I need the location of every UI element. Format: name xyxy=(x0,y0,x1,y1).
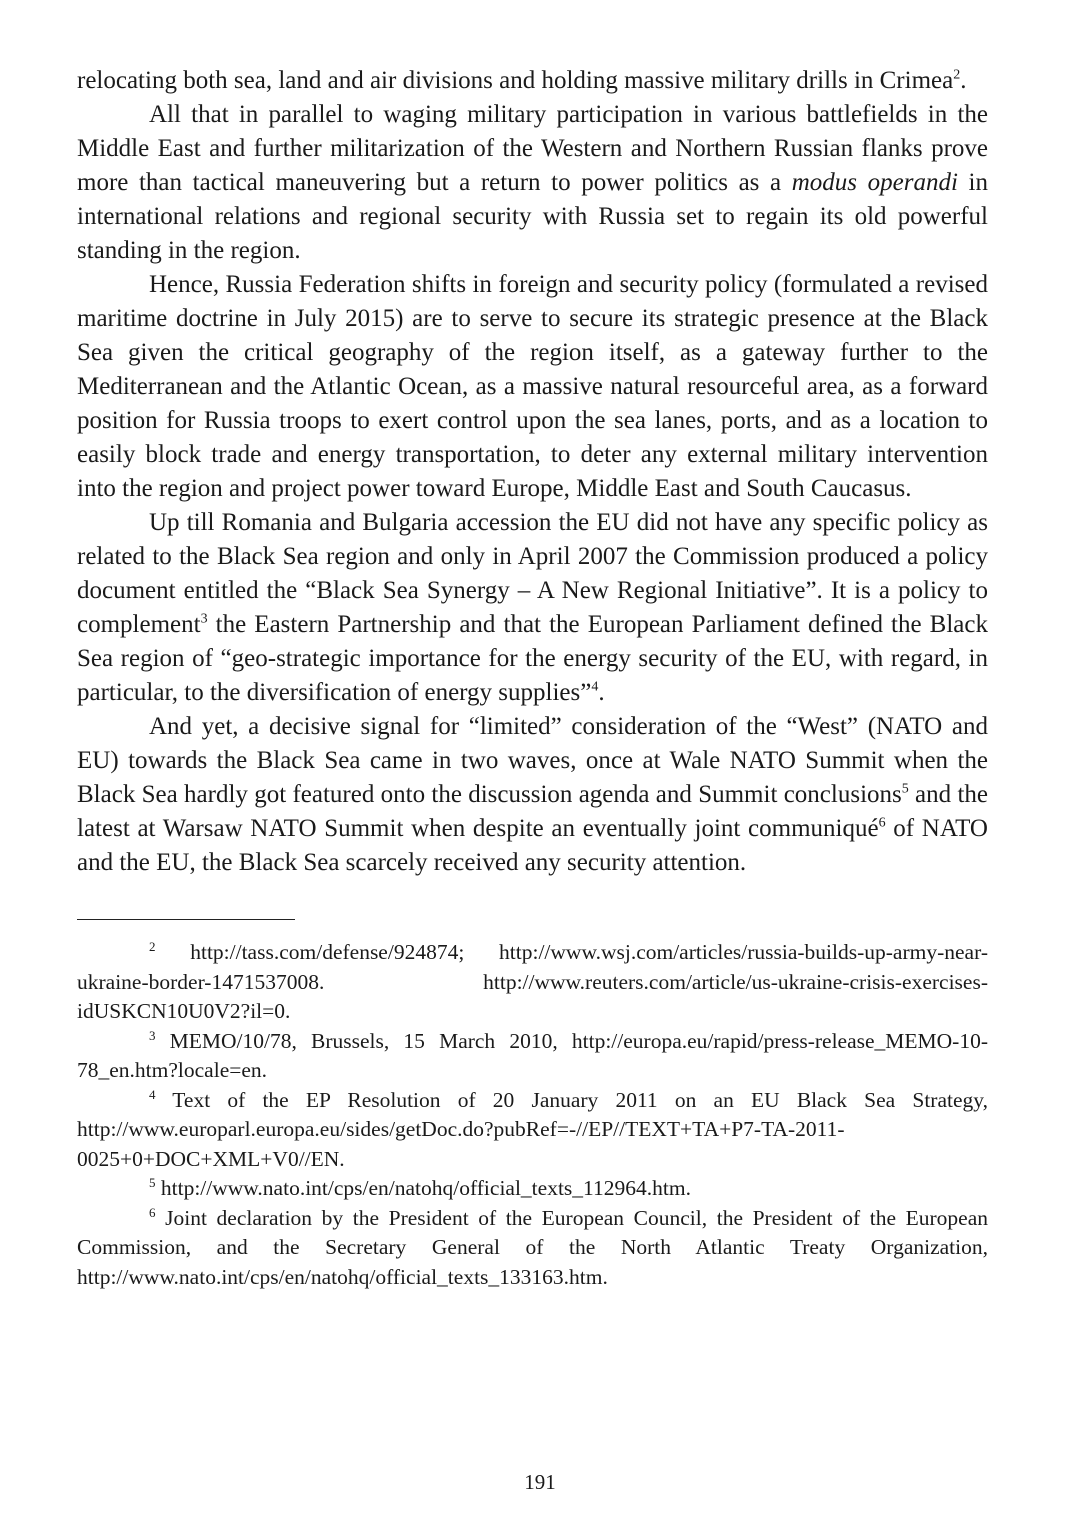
paragraph-2-italic: modus operandi xyxy=(791,169,958,196)
footnote-5 xyxy=(77,1174,988,1204)
footnote-text: http://www.nato.int/cps/en/natohq/official_texts_112964.htm. xyxy=(160,1176,691,1200)
paragraph-4-tail: . xyxy=(598,679,605,706)
paragraph-1-tail: . xyxy=(960,67,967,94)
paragraph-4 xyxy=(77,506,988,710)
paragraph-5-post: of NATO and the EU, the Black Sea scarcely received any security attention. xyxy=(77,815,988,876)
footnotes xyxy=(77,938,988,1292)
footnote-text: http://tass.com/defense/924874; http://www.wsj.com/articles/russia-builds-up-army-near-ukraine-border-1471537008. http://www.reuters.com/article/us-ukraine-crisis-exercises-idUSKCN10U0V2?il=0. xyxy=(77,940,988,1023)
footnote-number: 4 xyxy=(149,1086,156,1102)
paragraph-4-post: the Eastern Partnership and that the European Parliament defined the Black Sea region of “geo-strategic importance for the energy security of the EU, with regard, in particular, to the diversification of energy supplies” xyxy=(77,611,988,706)
footnote-text: Joint declaration by the President of the European Council, the President of the European Commission, and the Secretary General of the North Atlantic Treaty Organization, http://www.nato.int/cps/en/natohq/official_texts_133163.htm. xyxy=(77,1205,989,1289)
footnote-6 xyxy=(77,1204,988,1293)
footnote-4 xyxy=(77,1086,988,1175)
paragraph-2-post: in international relations and regional security with Russia set to regain its old powerful standing in the region. xyxy=(77,169,988,264)
paragraph-1-text: relocating both sea, land and air divisions and holding massive military drills in Crimea xyxy=(77,67,954,94)
footnote-ref-5: 5 xyxy=(901,781,909,797)
footnote-ref-4: 4 xyxy=(591,679,599,695)
paragraph-2-pre: All that in parallel to waging military participation in various battlefields in the Middle East and further militarization of the Western and Northern Russian flanks prove more than tactical maneuvering but a return to power politics as a xyxy=(77,101,988,196)
paragraph-4-pre: Up till Romania and Bulgaria accession the EU did not have any specific policy as related to the Black Sea region and only in April 2007 the Commission produced a policy document entitled the “Black Sea Synergy – A New Regional Initiative”. It is a policy to complement xyxy=(77,509,988,638)
paragraph-2 xyxy=(77,98,988,268)
footnote-text: MEMO/10/78, Brussels, 15 March 2010, http://europa.eu/rapid/press-release_MEMO-10-78_en.htm?locale=en. xyxy=(77,1028,989,1082)
footnote-number: 5 xyxy=(149,1174,156,1190)
footnote-ref-6: 6 xyxy=(878,815,886,831)
page-content xyxy=(77,64,988,1292)
page-number: 191 xyxy=(524,1470,556,1494)
footnote-number: 6 xyxy=(149,1204,156,1220)
paragraph-5-pre: And yet, a decisive signal for “limited” consideration of the “West” (NATO and EU) towards the Black Sea came in two waves, once at Wale NATO Summit when the Black Sea hardly got featured onto the discussion agenda and Summit conclusions xyxy=(77,713,988,808)
paragraph-5-mid: and the latest at Warsaw NATO Summit when despite an eventually joint communiqué xyxy=(77,781,988,842)
footnote-number: 2 xyxy=(149,938,156,954)
footnote-2 xyxy=(77,938,988,1027)
paragraph-1 xyxy=(77,64,988,98)
body-text xyxy=(77,64,988,880)
footnote-text: Text of the EP Resolution of 20 January 2011 on an EU Black Sea Strategy, http://www.europarl.europa.eu/sides/getDoc.do?pubRef=-//EP//TEXT+TA+P7-TA-2011-0025+0+DOC+XML+V0//EN. xyxy=(77,1087,988,1171)
footnote-number: 3 xyxy=(149,1027,156,1043)
paragraph-5 xyxy=(77,710,988,880)
footnote-ref-2: 2 xyxy=(953,67,961,83)
footnote-divider xyxy=(77,919,295,920)
footnote-3 xyxy=(77,1027,988,1086)
paragraph-3: Hence, Russia Federation shifts in foreign and security policy (formulated a revised maritime doctrine in July 2015) are to serve to secure its strategic presence at the Black Sea given the critical geography of the region itself, as a gateway further to the Mediterranean and the Atlantic Ocean, as a massive natural resourceful area, as a forward position for Russia troops to exert control upon the sea lanes, ports, and as a location to easily block trade and energy transportation, to deter any external military intervention into the region and project power toward Europe, Middle East and South Caucasus. xyxy=(77,271,988,502)
footnote-ref-3: 3 xyxy=(200,611,208,627)
